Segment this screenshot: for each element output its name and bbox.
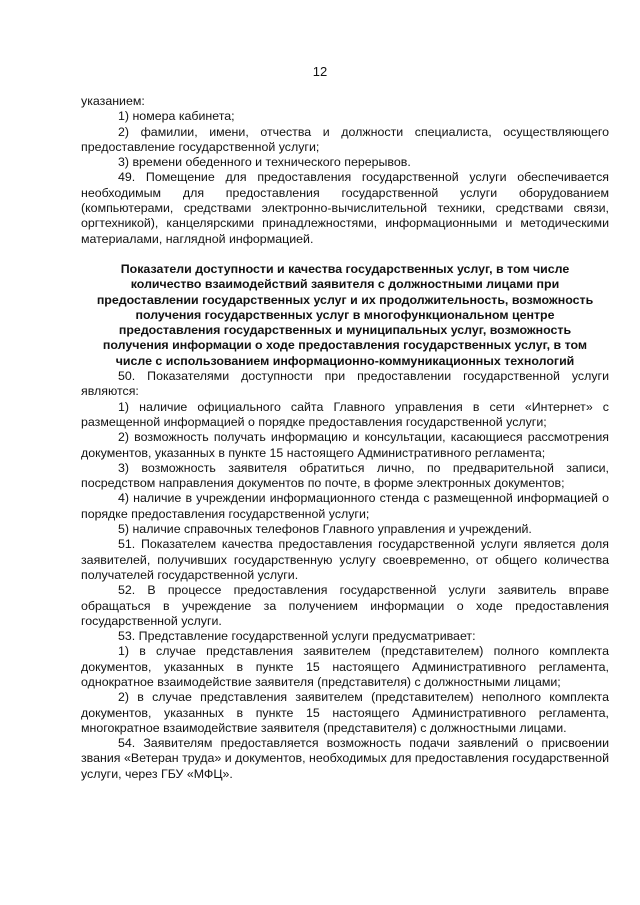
paragraph: 1) в случае представления заявителем (представителем) полного комплекта документов, указанных в пункте 15 настоящего Административного регламента, однократное взаимодействие заявителя (представителя) с должностными лицами; — [81, 644, 609, 689]
paragraph: 53. Представление государственной услуги предусматривает: — [118, 629, 476, 644]
paragraph: 4) наличие в учреждении информационного стенда с размещенной информацией о порядке предоставления государственной услуги; — [81, 491, 609, 521]
paragraph: 2) фамилии, имени, отчества и должности специалиста, осуществляющего предоставление государственной услуги; — [81, 124, 609, 154]
paragraph: 3) времени обеденного и технического перерывов. — [118, 155, 411, 170]
document-body — [81, 94, 609, 782]
paragraph: 52. В процессе предоставления государственной услуги заявитель вправе обращаться в учреждение за получением информации о ходе предоставления государственной услуги. — [81, 583, 609, 628]
paragraph: указанием: — [81, 94, 145, 108]
paragraph: 5) наличие справочных телефонов Главного управления и учреждений. — [118, 522, 532, 537]
paragraph: 3) возможность заявителя обратиться лично, по предварительной записи, посредством направления документов по почте, в форме электронных документов; — [81, 460, 609, 491]
paragraph: 49. Помещение для предоставления государственной услуги обеспечивается необходимым для предоставления государственной услуги оборудованием (компьютерами, средствами электронно-вычислительной техники, средствами связи, оргтехникой), канцелярскими принадлежностями, информационными и методическими материалами, наглядной информацией. — [81, 170, 609, 246]
paragraph: 50. Показателями доступности при предоставлении государственной услуги являются: — [81, 369, 609, 399]
paragraph: 2) возможность получать информацию и консультации, касающиеся рассмотрения документов, указанных в пункте 15 настоящего Административного регламента; — [81, 430, 609, 460]
paragraph: 1) номера кабинета; — [118, 109, 235, 124]
section-heading: Показатели доступности и качества государственных услуг, в том числе количество взаимодействий заявителя с должностными лицами при предоставлении государственных услуг и их продолжительность, возможность получения государственных услуг в многофункциональном центре предоставления государственных и муниципальных услуг, возможность получения информации о ходе предоставления государственных услуг, в том числе с использованием информационно-коммуникационных технологий — [96, 261, 594, 368]
spacer — [81, 247, 609, 262]
paragraph: 51. Показателем качества предоставления государственной услуги является доля заявителей, получивших государственную услугу своевременно, от общего количества получателей государственной услуги. — [81, 537, 609, 582]
page-number: 12 — [312, 64, 328, 79]
paragraph: 54. Заявителям предоставляется возможность подачи заявлений о присвоении звания «Ветеран труда» и документов, необходимых для предоставления государственной услуги, через ГБУ «МФЦ». — [81, 736, 609, 781]
paragraph: 1) наличие официального сайта Главного управления в сети «Интернет» с размещенной информацией о порядке предоставления государственной услуги; — [81, 399, 609, 429]
paragraph: 2) в случае представления заявителем (представителем) неполного комплекта документов, указанных в пункте 15 настоящего Административного регламента, многократное взаимодействие заявителя (представителя) с должностными лицами. — [81, 690, 609, 735]
